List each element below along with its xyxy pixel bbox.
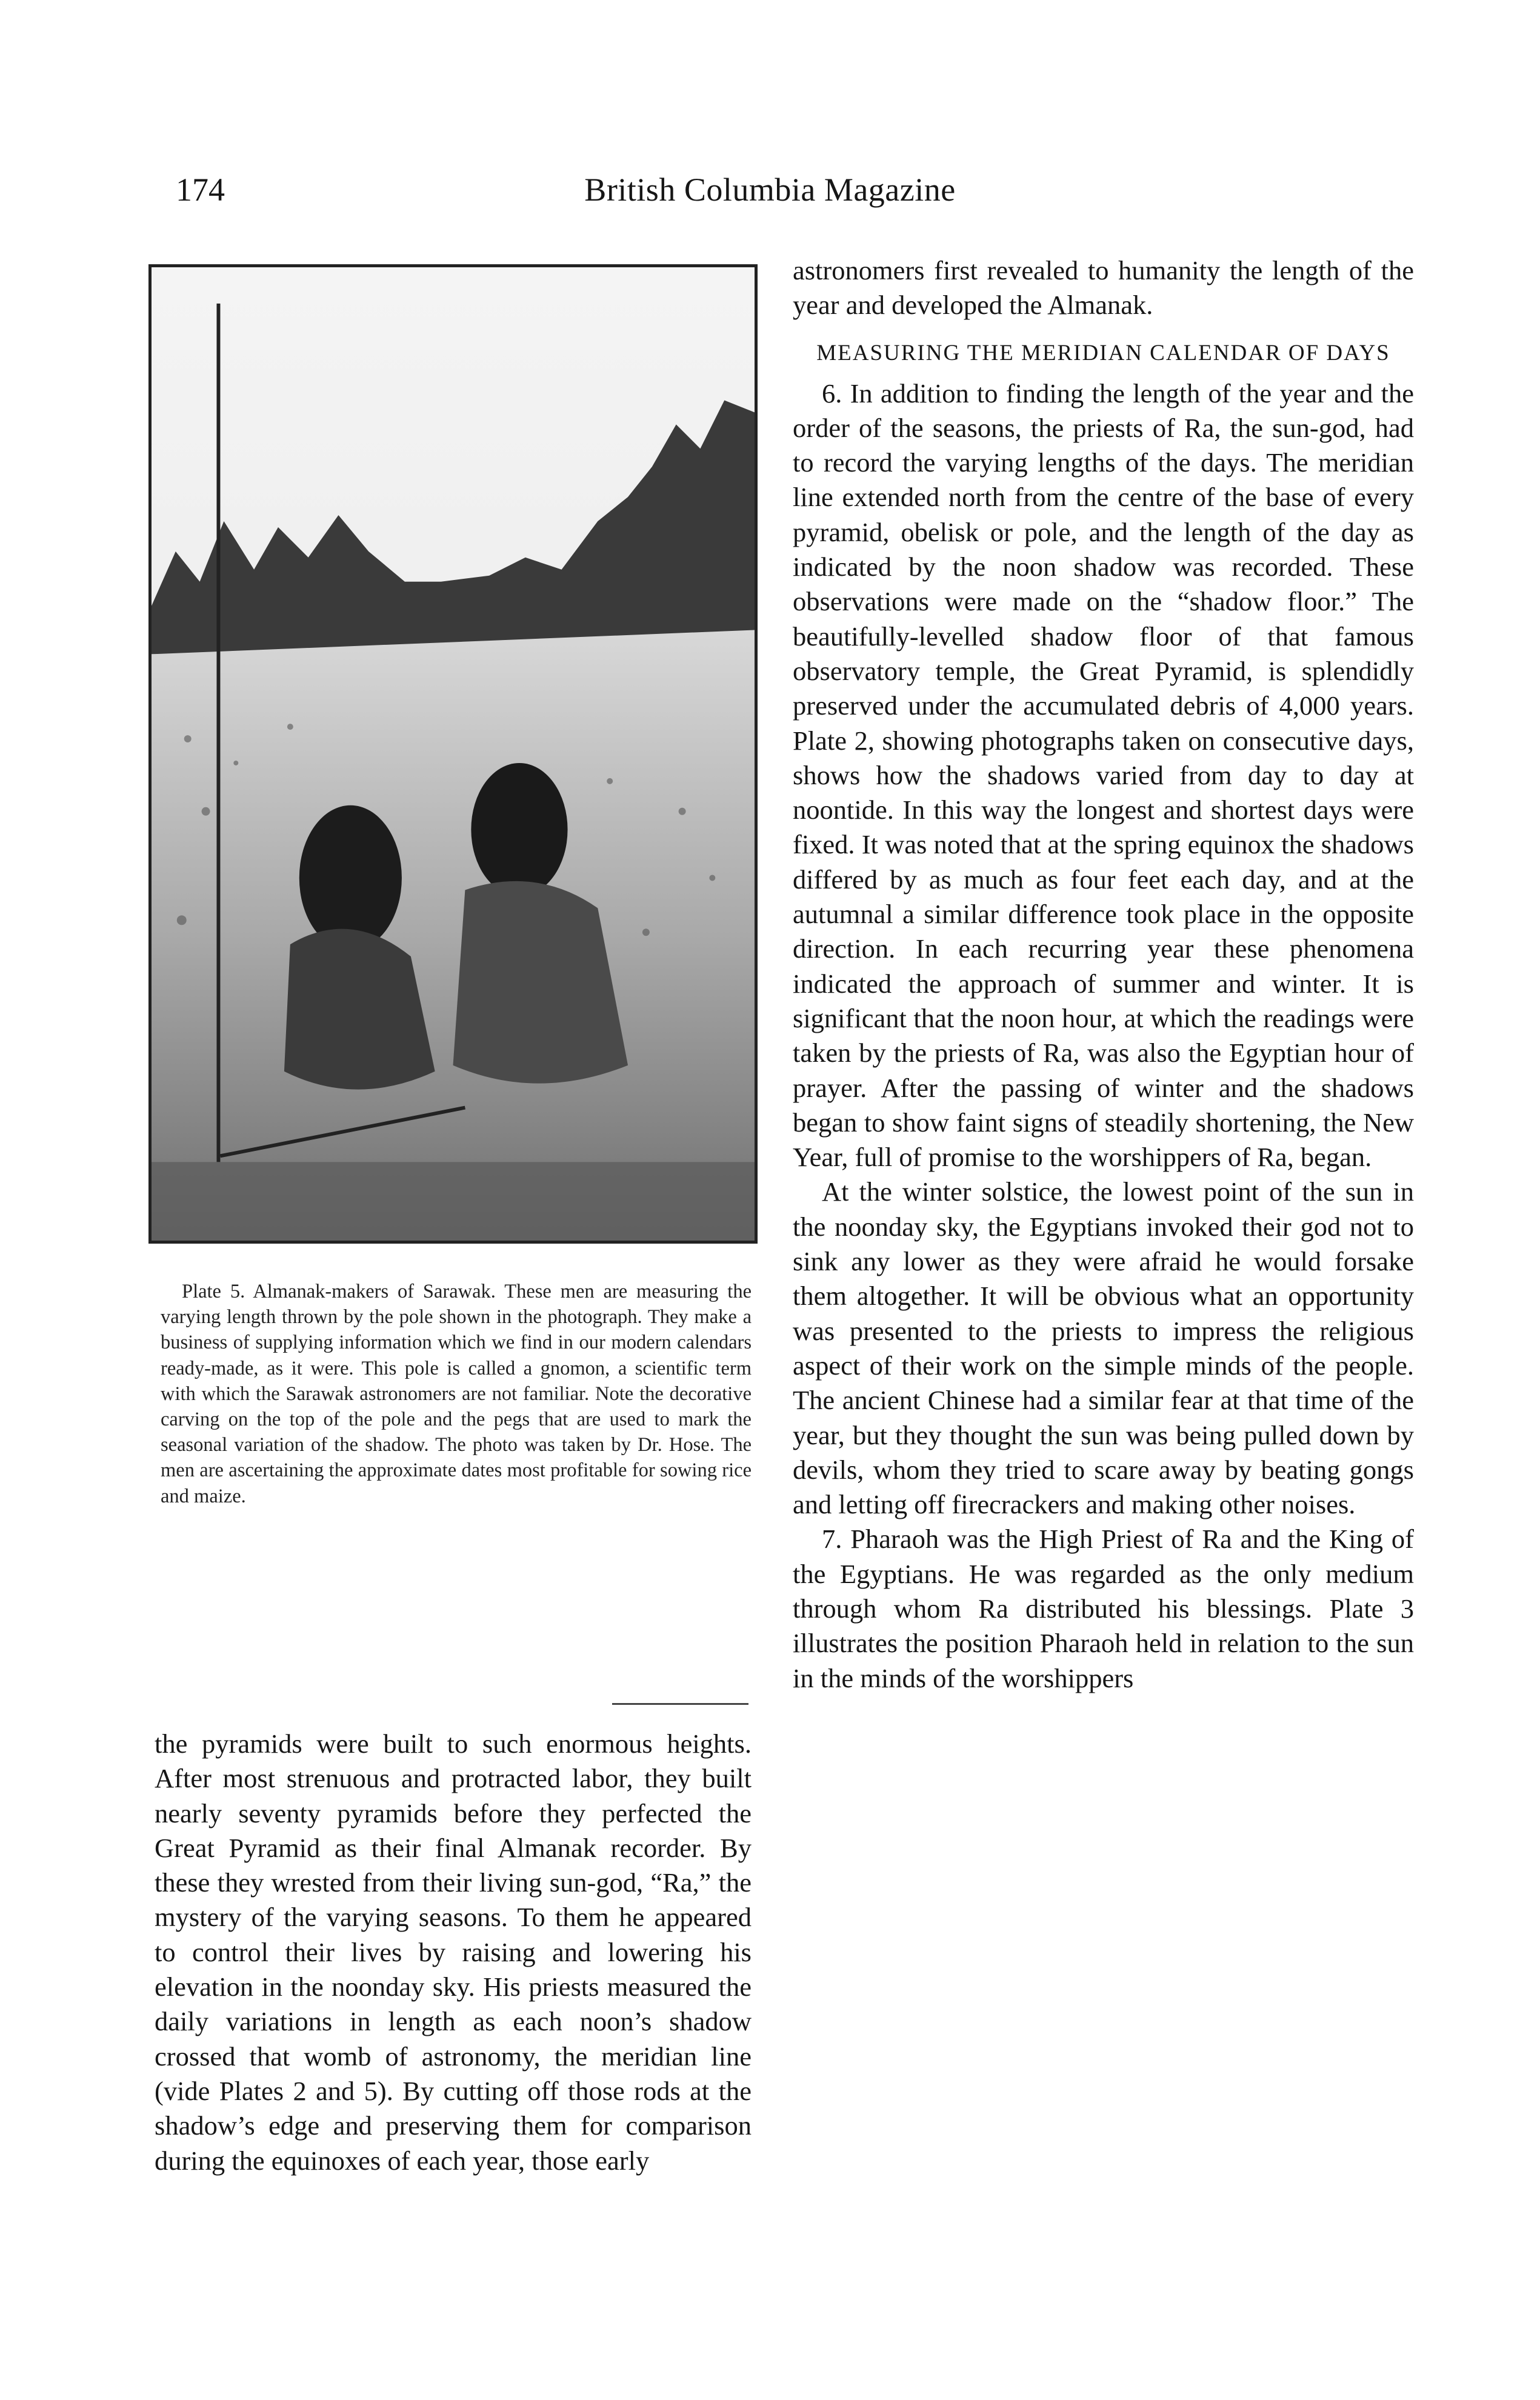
paragraph-winter-solstice: At the winter solstice, the lowest point of the sun in the noonday sky, the Egyptians invoked their god not to sink any lower as they were afraid he would forsake them altogether. It will be obvious what an opportunity was presented to the priests to impress the religious aspect of their work on the simple minds of the people. The ancient Chinese had a similar fear at that time of the year, but they thought the sun was being pulled down by devils, whom they tried to scare away by beating gongs and letting off firecrackers and making other noises. (793, 1176, 1414, 1520)
plate-5-photograph (148, 264, 758, 1244)
left-paragraph: the pyramids were built to such enormous heights. After most strenuous and protracted labor, they built nearly seventy pyramids before they perfected the Great Pyramid as their final Almanak recorder. By these they wrested from their living sun-god, “Ra,” the mystery of the varying seasons. To them he appeared to control their lives by raising and lowering his elevation in the noonday sky. His priests measured the daily variations in length as each noon’s shadow crossed that womb of astronomy, the meridian line (vide Plates 2 and 5). By cutting off those rods at the shadow’s edge and preserving them for comparison during the equinoxes of each year, those early (155, 1728, 752, 2176)
paragraph-6: 6. In addition to finding the length of the year and the order of the seasons, the priests of Ra, the sun-god, had to record the varying lengths of the days. The meridian line extended north from the centre of the base of every pyramid, obelisk or pole, and the length of the day as indicated by the noon shadow was recorded. These observations were made on the “shadow floor.” The beautifully-levelled shadow floor of that famous observatory temple, the Great Pyramid, is splendidly preserved under the accumulated debris of 4,000 years. Plate 2, showing photographs taken on consecutive days, shows how the shadows varied from day to day at noontide. In this way the longest and shortest days were fixed. It was noted that at the spring equinox the shadows differed by as much as four feet each day, and at the autumnal a similar difference took place in the opposite direction. In each recurring year these phenomena indicated the approach of summer and winter. It is significant that the noon hour, at which the readings were taken by the priests of Ra, was also the Egyptian hour of prayer. After the passing of winter and the shadows began to show faint signs of steadily shortening, the New Year, full of promise to the worshippers of Ra, began. (793, 378, 1414, 1173)
right-column (793, 253, 1414, 1696)
section-rule (612, 1703, 748, 1705)
running-title: British Columbia Magazine (584, 172, 956, 208)
page-header (0, 162, 1540, 217)
left-column (155, 1727, 752, 2178)
intro-paragraph: astronomers first revealed to humanity the length of the year and developed the Almanak. (793, 255, 1414, 321)
photograph-icon (152, 267, 755, 1241)
plate-caption (161, 1279, 752, 1509)
section-subheading: MEASURING THE MERIDIAN CALENDAR OF DAYS (816, 340, 1390, 365)
page-number: 174 (176, 172, 225, 208)
caption-text: Plate 5. Almanak-makers of Sarawak. These men are measuring the varying length thrown by the pole shown in the photograph. They make a business of supplying information which we find in our modern calendars ready-made, as it were. This pole is called a gnomon, a scientific term with which the Sarawak astronomers are not familiar. Note the decorative carving on the top of the pole and the pegs that are used to mark the seasonal variation of the shadow. The photo was taken by Dr. Hose. The men are ascertaining the approximate dates most profitable for sowing rice and maize. (161, 1281, 752, 1507)
paragraph-7: 7. Pharaoh was the High Priest of Ra and the King of the Egyptians. He was regarded as the only medium through whom Ra distributed his blessings. Plate 3 illustrates the position Pharaoh held in relation to the sun in the minds of the worshippers (793, 1524, 1414, 1693)
